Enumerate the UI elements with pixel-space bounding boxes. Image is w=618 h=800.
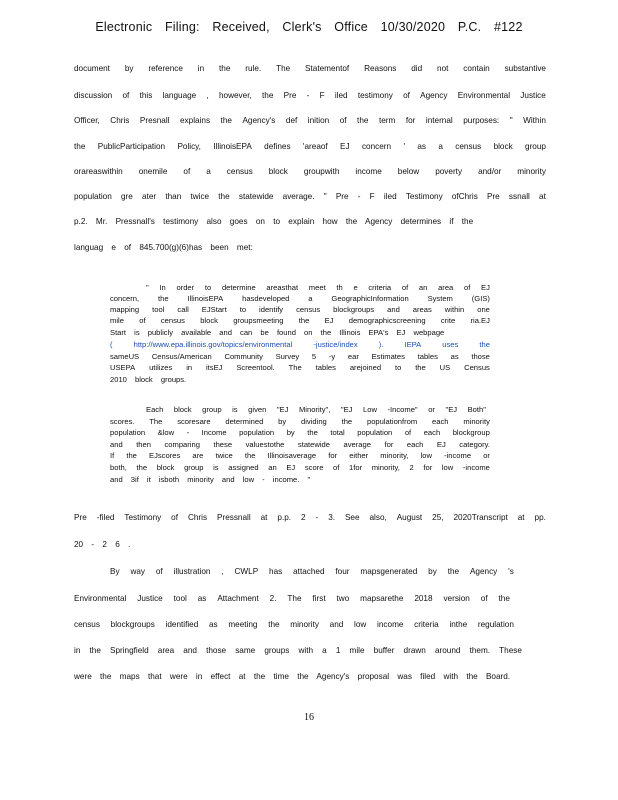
body-line: census blockgroups identified as meeting the minority and low income criteria inthe regulation: [74, 620, 514, 629]
body-line: document by reference in the rule. The Statementof Reasons did not contain substantive: [74, 64, 546, 73]
quote-line: Start is publicly available and can be found on the Illinois EPA's EJ webpage: [110, 328, 445, 337]
quote-line: concern, the IllinoisEPA hasdeveloped a GeographicInformation System (GIS): [110, 294, 490, 303]
body-line: population gre ater than twice the statewide average. " Pre - F iled Testimony ofChris Pre ssnall at: [74, 192, 546, 201]
quote-line: scores. The scoresare determined by dividing the populationfrom each minority: [110, 417, 490, 426]
quote-line: mapping tool call EJStart to identify census blockgroups and areas within one: [110, 305, 490, 314]
quote-line: mile of census block groupsmeeting the EJ demographicscreening crite ria.EJ: [110, 316, 490, 325]
quote-line: and then comparing these valuestothe statewide average for each EJ category.: [110, 440, 490, 449]
quote-line: If the EJscores are twice the Illinoisaverage for either minority, low -income or: [110, 451, 490, 460]
quote-line: and 3if it isboth minority and low - income. ": [110, 475, 311, 484]
citation-line: 20 - 2 6 .: [74, 540, 131, 549]
quote-line: USEPA utilizes in itsEJ Screentool. The tables arejoined to the US Census: [110, 363, 490, 372]
quote-line: population &low - Income population by the total population of each blockgroup: [110, 428, 490, 437]
quote-line: Each block group is given "EJ Minority", "EJ Low -Income" or "EJ Both": [146, 405, 486, 414]
filing-header: Electronic Filing: Received, Clerk's Office 10/30/2020 P.C. #122: [95, 20, 523, 34]
quote-line: sameUS Census/American Community Survey 5 -y ear Estimates tables as those: [110, 352, 490, 361]
body-line: the PublicParticipation Policy, IllinoisEPA defines 'areaof EJ concern ' as a census block group: [74, 142, 546, 151]
body-line: p.2. Mr. Pressnall's testimony also goes on to explain how the Agency determines if the: [74, 217, 474, 226]
body-line: in the Springfield area and those same groups with a 1 mile buffer drawn around them. These: [74, 646, 522, 655]
body-line: orareaswithin onemile of a census block groupwith income below poverty and/or minority: [74, 167, 546, 176]
body-line: Officer, Chris Presnall explains the Agency's def inition of the term for internal purposes: " Within: [74, 116, 546, 125]
page-number: 16: [304, 712, 314, 723]
quote-line: " In order to determine areasthat meet th e criteria of an area of EJ: [146, 283, 490, 292]
body-line: languag e of 845.700(g)(6)has been met:: [74, 243, 253, 252]
body-line: discussion of this language , however, the Pre - F iled testimony of Agency Environmental Justice: [74, 91, 546, 100]
body-line: Environmental Justice tool as Attachment 2. The first two mapsarethe 2018 version of the: [74, 594, 510, 603]
citation-line: Pre -filed Testimony of Chris Pressnall at p.p. 2 - 3. See also, August 25, 2020Transcript at pp.: [74, 513, 546, 522]
body-line: By way of illustration , CWLP has attached four mapsgenerated by the Agency 's: [110, 567, 514, 576]
webpage-link[interactable]: ( http://www.epa.illinois.gov/topics/environmental -justice/index ). IEPA uses the: [110, 340, 490, 349]
quote-line: 2010 block groups.: [110, 375, 187, 384]
quote-line: both, the block group is assigned an EJ score of 1for minority, 2 for low -income: [110, 463, 490, 472]
body-line: were the maps that were in effect at the time the Agency's proposal was filed with the Board.: [74, 672, 511, 681]
